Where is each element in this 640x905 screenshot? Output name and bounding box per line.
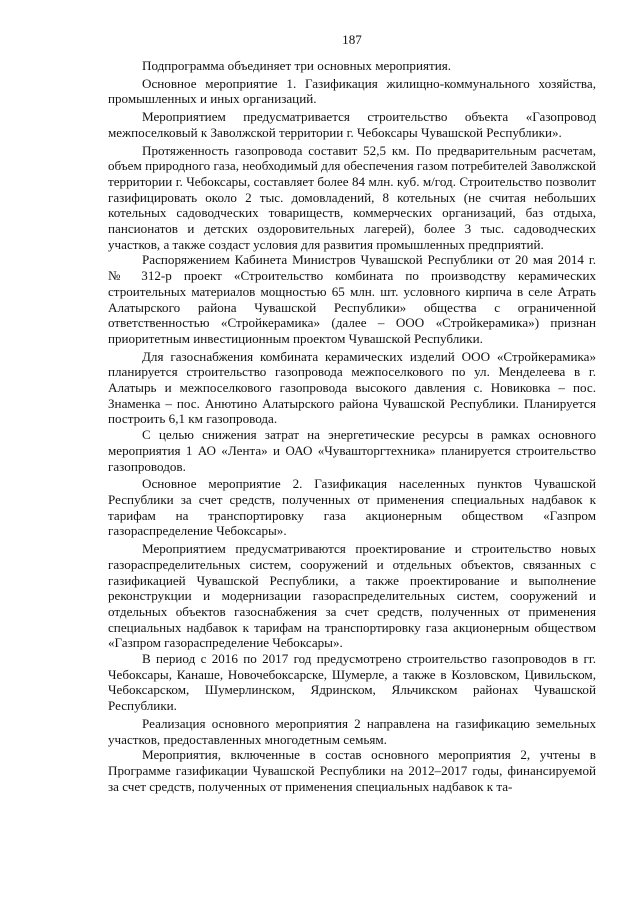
paragraph-subprogram-intro: Подпрограмма объединяет три основных мероприятия. (142, 58, 452, 73)
paragraph-cost-reduction: С целью снижения затрат на энергетические ресурсы в рамках основного мероприятия 1 АО «Лента» и ОАО «Чувашторгтехника» планируется строительство газопроводов. (108, 427, 596, 474)
paragraph-main-activity-1: Основное мероприятие 1. Газификация жилищно-коммунального хозяйства, промышленных и иных организаций. (108, 75, 596, 107)
paragraph-cabinet-order: Распоряжением Кабинета Министров Чувашской Республики от 20 мая 2014 г. № 312-р проект «Строительство комбината по производству керамических строительных материалов мощностью 65 млн. шт. условного кирпича в селе Атрать Алатырского района Чувашской Республики» общества с ограниченной ответственностью «Стройкерамика» (далее – ООО «Стройкерамика») признан приоритетным инвестиционным проектом Чувашской Республики. (108, 252, 596, 346)
paragraph-design-construction: Мероприятием предусматриваются проектирование и строительство новых газораспределительных систем, сооружений и отдельных объектов, связанных с газификацией Чувашской Республики, а также проектирование и выполнение реконструкции и модернизации газораспределительных систем, сооружений и отдельных объектов газоснабжения за счет средств, полученных от применения специальных надбавок к тарифам на транспортировку газа акционерным обществом «Газпром газораспределение Чебоксары». (108, 541, 596, 651)
paragraph-main-activity-2: Основное мероприятие 2. Газификация населенных пунктов Чувашской Республики за счет средств, полученных от применения специальных надбавок к тарифам на транспортировку газа акционерным обществом «Газпром газораспределение Чебоксары». (108, 476, 596, 539)
page-number: 187 (342, 32, 362, 47)
paragraph-gas-pipeline-project: Мероприятием предусматривается строительство объекта «Газопровод межпоселковый к Заволжской территории г. Чебоксары Чувашской Республики». (108, 109, 596, 140)
paragraph-period-2016-2017: В период с 2016 по 2017 год предусмотрено строительство газопроводов в гг. Чебоксары, Канаше, Новочебоксарске, Шумерле, а также в Козловском, Цивильском, Чебоксарском, Шумерлинском, Ядринском, Яльчикском районах Чувашской Республики. (108, 651, 596, 714)
paragraph-gasification-program: Мероприятия, включенные в состав основного мероприятия 2, учтены в Программе газификации Чувашской Республики на 2012–2017 годы, финансируемой за счет средств, полученных от применения специальных надбавок к та- (108, 747, 596, 794)
paragraph-ceramic-plant-gas: Для газоснабжения комбината керамических изделий ООО «Стройкерамика» планируется строительство газопровода межпоселкового по ул. Менделеева в г. Алатырь и межпоселкового газопровода высокого давления с. Новиковка – пос. Знаменка – пос. Анютино Алатырского района Чувашской Республики. Планируется построить 6,1 км газопровода. (108, 348, 596, 427)
paragraph-large-families: Реализация основного мероприятия 2 направлена на газификацию земельных участков, предоставленных многодетным семьям. (108, 715, 596, 747)
document-page (108, 32, 596, 794)
paragraph-pipeline-length: Протяженность газопровода составит 52,5 км. По предварительным расчетам, объем природного газа, необходимый для обеспечения газом потребителей Заволжской территории г. Чебоксары, составляет более 84 млн. куб. м/год. Строительство позволит газифицировать около 2 тыс. домовладений, 8 котельных (не считая небольших котельных садоводческих товариществ, коммерческих организаций, баз отдыха, пансионатов и детских оздоровительных лагерей), более 3 тыс. садоводческих участков, а также создаст условия для развития промышленных предприятий. (108, 142, 596, 252)
